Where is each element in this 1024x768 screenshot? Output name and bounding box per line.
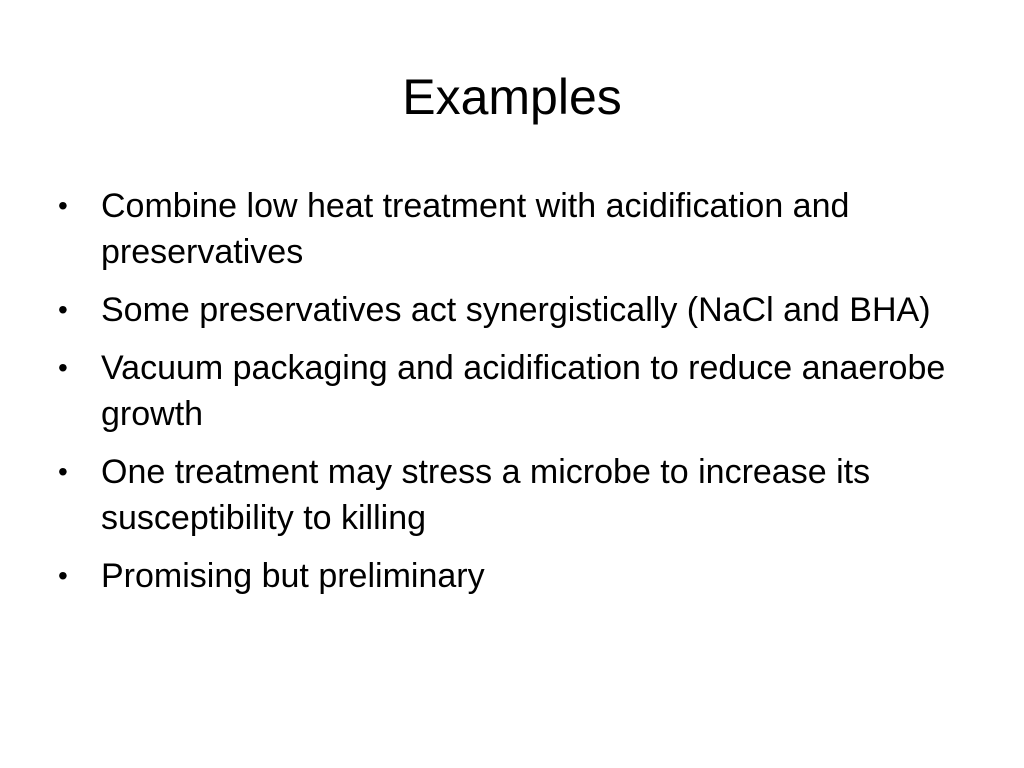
bullet-icon: • [58, 190, 68, 221]
bullet-text: Some preservatives act synergistically (NaCl and BHA) [101, 291, 931, 329]
bullet-item [58, 183, 978, 275]
bullet-icon: • [58, 456, 68, 487]
bullet-icon: • [58, 294, 68, 325]
slide-title: Examples [402, 69, 622, 125]
bullet-item [58, 287, 978, 333]
bullet-text: Vacuum packaging and acidification to reduce anaerobe growth [101, 349, 946, 433]
bullet-list [58, 183, 978, 611]
bullet-item [58, 345, 978, 437]
bullet-icon: • [58, 352, 68, 383]
bullet-icon: • [58, 560, 68, 591]
bullet-text: Combine low heat treatment with acidification and preservatives [101, 187, 850, 271]
bullet-item [58, 553, 978, 599]
bullet-text: Promising but preliminary [101, 557, 485, 595]
bullet-text: One treatment may stress a microbe to increase its susceptibility to killing [101, 453, 871, 537]
bullet-item [58, 449, 978, 541]
